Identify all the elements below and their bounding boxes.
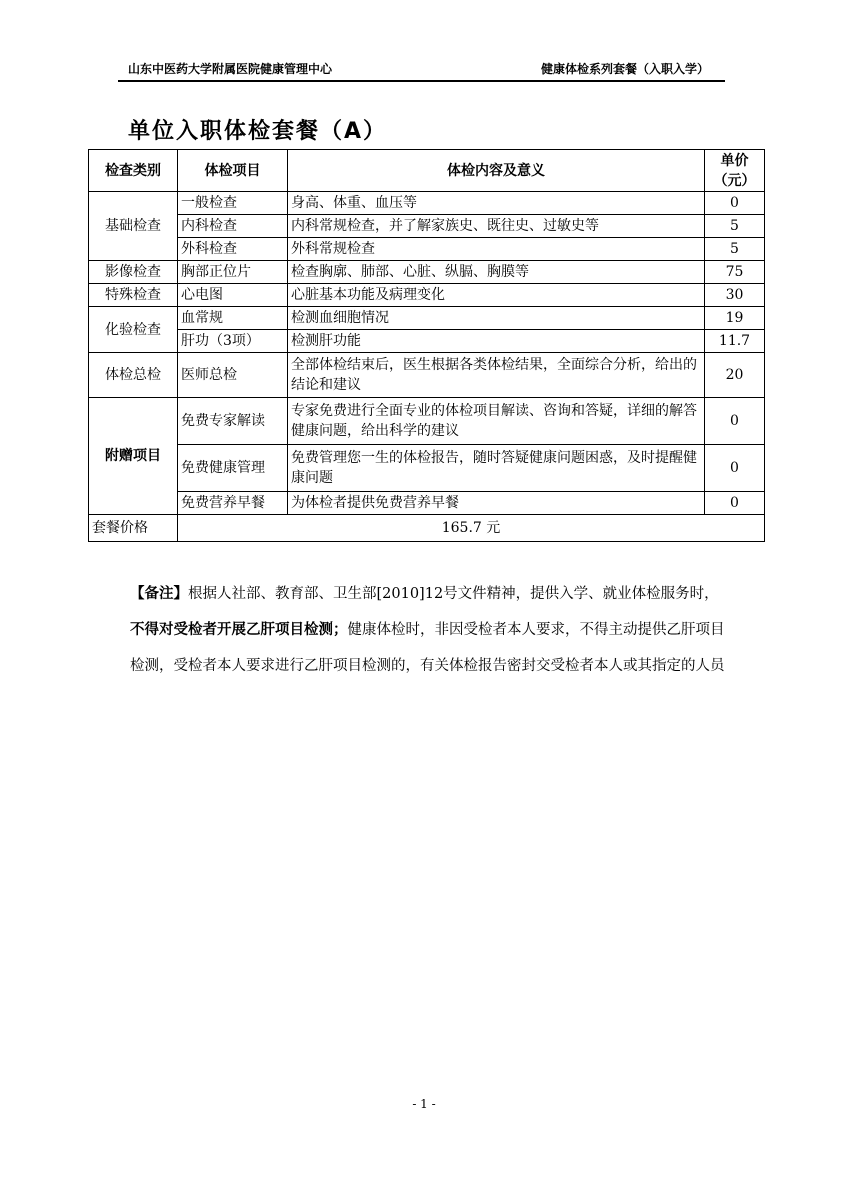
item-cell: 肝功（3项） bbox=[178, 330, 288, 353]
table-row bbox=[89, 238, 765, 261]
table-row bbox=[89, 215, 765, 238]
item-cell: 血常规 bbox=[178, 307, 288, 330]
item-cell: 免费专家解读 bbox=[178, 398, 288, 445]
content-cell: 免费管理您一生的体检报告，随时答疑健康问题困惑，及时提醒健康问题 bbox=[288, 445, 705, 492]
table-row bbox=[89, 307, 765, 330]
content-cell: 外科常规检查 bbox=[288, 238, 705, 261]
price-cell: 30 bbox=[705, 284, 765, 307]
note-text-1: 根据人社部、教育部、卫生部[2010]12号文件精神，提供入学、就业体检服务时， bbox=[188, 586, 719, 602]
item-cell: 内科检查 bbox=[178, 215, 288, 238]
category-cell: 附赠项目 bbox=[89, 398, 178, 515]
item-cell: 一般检查 bbox=[178, 192, 288, 215]
header-org: 山东中医药大学附属医院健康管理中心 bbox=[128, 62, 333, 76]
price-cell: 5 bbox=[705, 238, 765, 261]
header-content: 体检内容及意义 bbox=[288, 150, 705, 192]
content-cell: 内科常规检查，并了解家族史、既往史、过敏史等 bbox=[288, 215, 705, 238]
item-cell: 免费营养早餐 bbox=[178, 492, 288, 515]
table-row bbox=[89, 398, 765, 445]
content-cell: 检查胸廓、肺部、心脏、纵膈、胸膜等 bbox=[288, 261, 705, 284]
item-cell: 免费健康管理 bbox=[178, 445, 288, 492]
total-label: 套餐价格 bbox=[89, 515, 178, 542]
table-row bbox=[89, 353, 765, 398]
price-cell: 19 bbox=[705, 307, 765, 330]
header-item: 体检项目 bbox=[178, 150, 288, 192]
content-cell: 全部体检结束后，医生根据各类体检结果，全面综合分析，给出的结论和建议 bbox=[288, 353, 705, 398]
total-row bbox=[89, 515, 765, 542]
price-cell: 20 bbox=[705, 353, 765, 398]
category-cell: 体检总检 bbox=[89, 353, 178, 398]
table-header-row bbox=[89, 150, 765, 192]
content-cell: 检测血细胞情况 bbox=[288, 307, 705, 330]
item-cell: 医师总检 bbox=[178, 353, 288, 398]
header-category: 检查类别 bbox=[89, 150, 178, 192]
item-cell: 心电图 bbox=[178, 284, 288, 307]
note-paragraph bbox=[130, 576, 730, 684]
header-series: 健康体检系列套餐（入职入学） bbox=[541, 62, 710, 76]
header-rule bbox=[118, 80, 725, 82]
page-title: 单位入职体检套餐（A） bbox=[128, 119, 388, 144]
total-value: 165.7 元 bbox=[178, 515, 765, 542]
table-row bbox=[89, 330, 765, 353]
price-cell: 0 bbox=[705, 398, 765, 445]
price-cell: 11.7 bbox=[705, 330, 765, 353]
price-cell: 5 bbox=[705, 215, 765, 238]
note-label: 【备注】 bbox=[130, 586, 188, 602]
category-cell: 影像检查 bbox=[89, 261, 178, 284]
price-cell: 0 bbox=[705, 492, 765, 515]
content-cell: 身高、体重、血压等 bbox=[288, 192, 705, 215]
price-cell: 0 bbox=[705, 445, 765, 492]
note-bold-text: 不得对受检者开展乙肝项目检测； bbox=[130, 622, 348, 638]
table-row bbox=[89, 492, 765, 515]
table-row bbox=[89, 192, 765, 215]
table-row bbox=[89, 284, 765, 307]
content-cell: 专家免费进行全面专业的体检项目解读、咨询和答疑，详细的解答健康问题，给出科学的建议 bbox=[288, 398, 705, 445]
price-cell: 75 bbox=[705, 261, 765, 284]
package-table bbox=[88, 149, 765, 542]
price-cell: 0 bbox=[705, 192, 765, 215]
category-cell: 化验检查 bbox=[89, 307, 178, 353]
content-cell: 心脏基本功能及病理变化 bbox=[288, 284, 705, 307]
content-cell: 检测肝功能 bbox=[288, 330, 705, 353]
table-row bbox=[89, 261, 765, 284]
header-price: 单价（元） bbox=[705, 150, 765, 192]
category-cell: 基础检查 bbox=[89, 192, 178, 261]
category-cell: 特殊检查 bbox=[89, 284, 178, 307]
table-row bbox=[89, 445, 765, 492]
note-text-2: 健康体检时，非因受检者本人要求，不得主动提供乙肝项目检测，受检者本人要求进行乙肝项目检测的，有关体检报告密封交受检者本人或其指定的人员 bbox=[130, 622, 725, 674]
item-cell: 外科检查 bbox=[178, 238, 288, 261]
item-cell: 胸部正位片 bbox=[178, 261, 288, 284]
content-cell: 为体检者提供免费营养早餐 bbox=[288, 492, 705, 515]
page-number: - 1 - bbox=[412, 1097, 436, 1111]
